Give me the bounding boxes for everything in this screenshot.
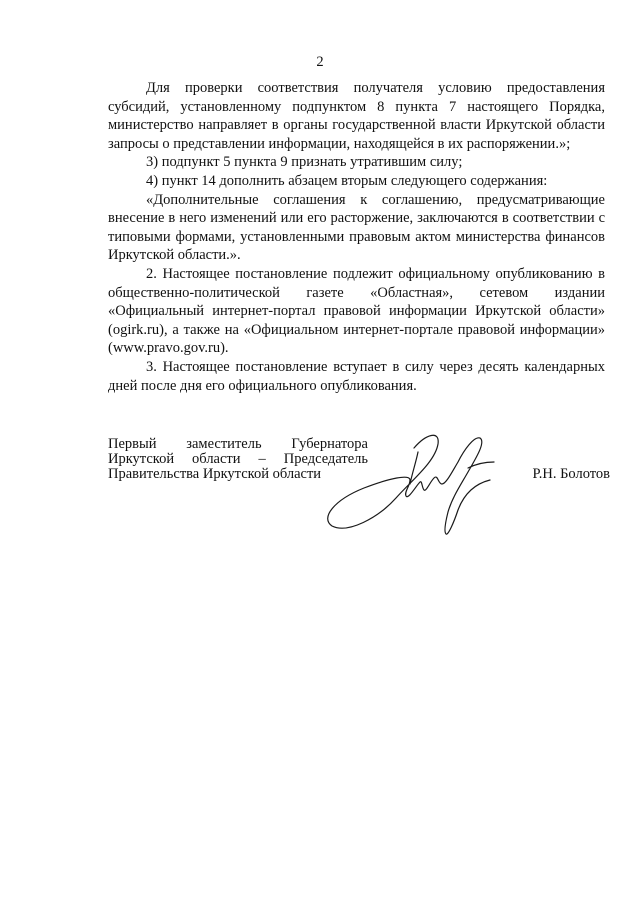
position-line: Иркутской области – Председатель: [108, 451, 368, 467]
signer-name: Р.Н. Болотов: [532, 466, 610, 482]
paragraph: 4) пункт 14 дополнить абзацем вторым следующего содержания:: [146, 172, 548, 189]
paragraph: 2. Настоящее постановление подлежит официальному опубликованию в общественно-политической газете «Областная», сетевом издании «Официальный интернет-портал правовой информации Иркутской области» (ogirk.ru), а также на «Официальном интернет-портале правовой информации» (www.pravo.gov.ru).: [108, 265, 605, 357]
handwritten-signature: [318, 428, 508, 540]
page-number: 2: [316, 54, 324, 70]
document-body: [108, 79, 605, 395]
paragraph: «Дополнительные соглашения к соглашению, предусматривающие внесение в него изменений или его расторжение, заключаются в соответствии с типовыми формами, установленными правовым актом министерства финансов Иркутской области.».: [108, 191, 605, 264]
position-line: Первый заместитель Губернатора: [108, 436, 368, 452]
paragraph: 3. Настоящее постановление вступает в силу через десять календарных дней после дня его официального опубликования.: [108, 358, 605, 394]
paragraph: 3) подпункт 5 пункта 9 признать утратившим силу;: [146, 154, 463, 171]
position-line: Правительства Иркутской области: [108, 466, 322, 482]
paragraph: Для проверки соответствия получателя условию предоставления субсидий, установленному подпунктом 8 пункта 7 настоящего Порядка, министерство направляет в органы государственной власти Иркутской области запросы о представлении информации, находящейся в их распоряжении.»;: [108, 80, 605, 152]
